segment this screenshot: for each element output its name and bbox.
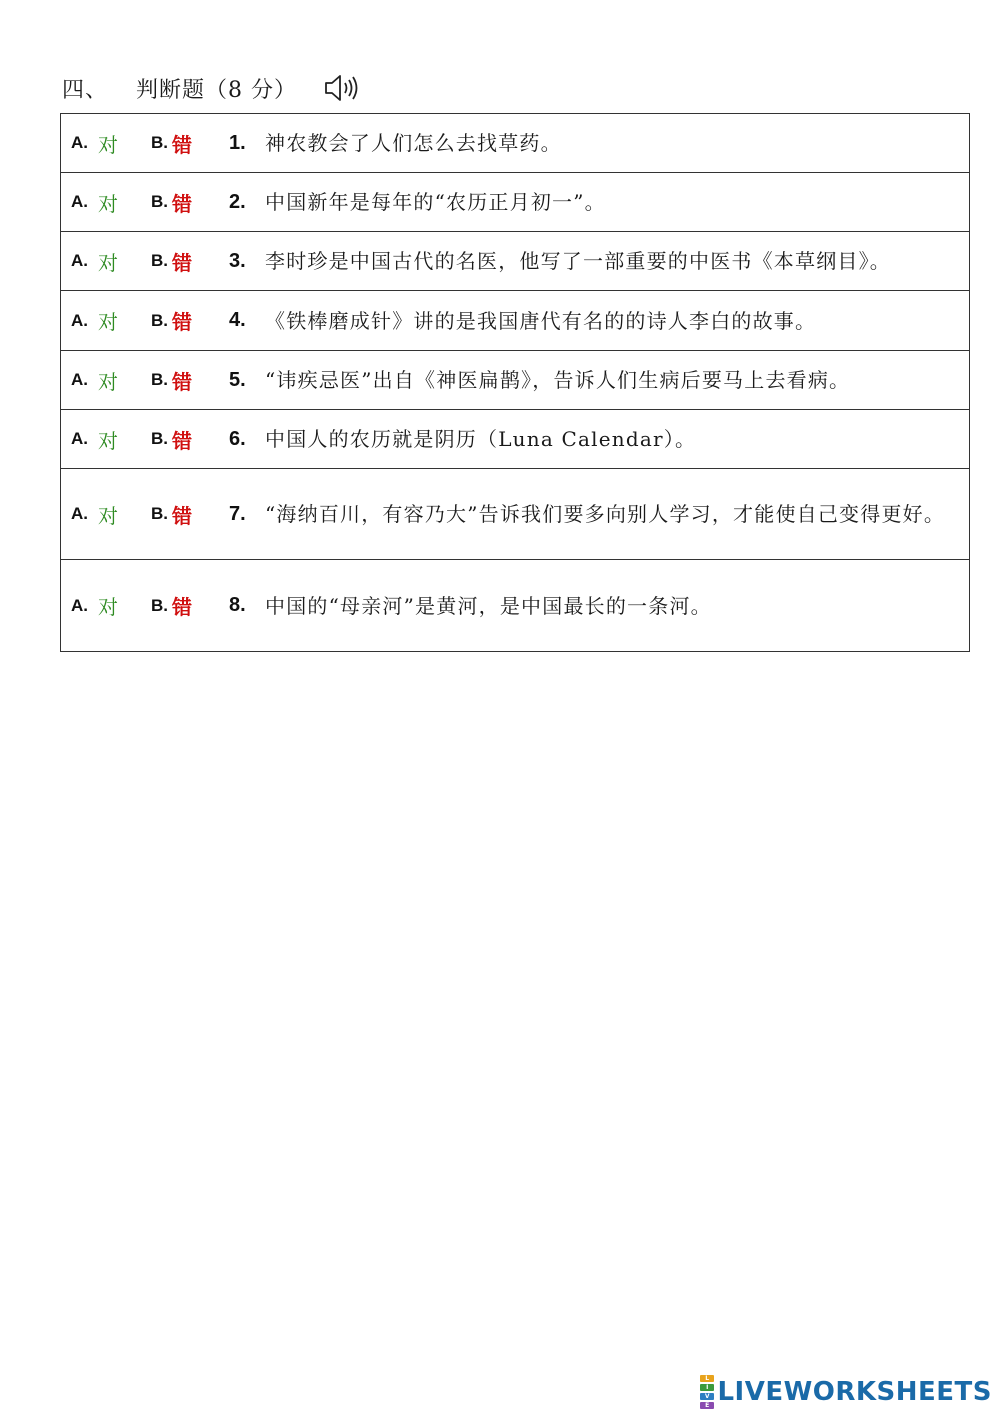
question-text: “海纳百川，有容乃大”告诉我们要多向别人学习，才能使自己变得更好。	[265, 502, 946, 526]
question-text: 中国新年是每年的“农历正月初一”。	[265, 190, 606, 214]
question-row	[61, 114, 970, 173]
option-true-word: 对	[98, 191, 118, 216]
option-true-word: 对	[98, 132, 118, 157]
section-title: 判断题（8 分）	[136, 77, 298, 103]
question-number: 7.	[229, 502, 246, 525]
option-false-word: 错	[172, 369, 192, 394]
option-false-word: 错	[172, 250, 192, 275]
option-a-letter: A.	[71, 310, 88, 330]
option-false[interactable]	[151, 188, 229, 217]
question-number: 5.	[229, 368, 246, 391]
option-true[interactable]	[71, 306, 151, 335]
option-true[interactable]	[71, 425, 151, 454]
section-number: 四、	[62, 77, 109, 103]
question-text: 中国人的农历就是阴历（Luna Calendar）。	[265, 427, 697, 451]
question-text: 神农教会了人们怎么去找草药。	[265, 131, 562, 155]
option-b-letter: B.	[151, 504, 168, 523]
option-false-word: 错	[172, 428, 192, 453]
question-cell	[61, 351, 970, 410]
option-b-letter: B.	[151, 133, 168, 152]
option-false-word: 错	[172, 191, 192, 216]
option-true[interactable]	[71, 500, 151, 529]
question-cell	[61, 291, 970, 351]
option-a-letter: A.	[71, 429, 88, 448]
option-false[interactable]	[151, 591, 229, 620]
option-a-letter: A.	[71, 595, 88, 615]
option-false[interactable]	[151, 306, 229, 335]
option-true-word: 对	[98, 503, 118, 528]
question-cell	[61, 232, 970, 291]
question-text: “讳疾忌医”出自《神医扁鹊》，告诉人们生病后要马上去看病。	[265, 368, 851, 392]
speaker-icon[interactable]	[323, 73, 359, 103]
question-row	[61, 469, 970, 560]
question-text: 李时珍是中国古代的名医，他写了一部重要的中医书《本草纲目》。	[265, 249, 891, 273]
option-b-letter: B.	[151, 429, 168, 448]
question-row	[61, 410, 970, 469]
option-b-letter: B.	[151, 370, 168, 389]
option-false-word: 错	[172, 595, 192, 619]
question-text: 中国的“母亲河”是黄河，是中国最长的一条河。	[265, 593, 712, 618]
question-cell	[61, 560, 970, 652]
option-true[interactable]	[71, 188, 151, 217]
option-false[interactable]	[151, 366, 229, 395]
question-cell	[61, 114, 970, 173]
option-a-letter: A.	[71, 504, 88, 523]
question-row	[61, 173, 970, 232]
question-row	[61, 291, 970, 351]
question-cell	[61, 173, 970, 232]
true-false-table	[60, 113, 970, 652]
option-a-letter: A.	[71, 251, 88, 270]
option-true-word: 对	[98, 310, 118, 334]
option-false[interactable]	[151, 247, 229, 276]
option-true-word: 对	[98, 428, 118, 453]
question-row	[61, 351, 970, 410]
option-a-letter: A.	[71, 370, 88, 389]
option-b-letter: B.	[151, 310, 168, 330]
option-b-letter: B.	[151, 595, 168, 615]
option-false[interactable]	[151, 500, 229, 529]
option-true[interactable]	[71, 247, 151, 276]
logo-badge-icon: L I V E	[700, 1374, 714, 1410]
option-false[interactable]	[151, 129, 229, 158]
question-number: 6.	[229, 427, 246, 450]
option-true[interactable]	[71, 591, 151, 620]
logo-text: LIVEWORKSHEETS	[717, 1377, 992, 1407]
question-cell	[61, 410, 970, 469]
option-true[interactable]	[71, 366, 151, 395]
option-true-word: 对	[98, 369, 118, 394]
option-b-letter: B.	[151, 251, 168, 270]
option-b-letter: B.	[151, 192, 168, 211]
question-row	[61, 232, 970, 291]
question-cell	[61, 469, 970, 560]
option-a-letter: A.	[71, 192, 88, 211]
option-false-word: 错	[172, 132, 192, 157]
option-false-word: 错	[172, 503, 192, 528]
option-true[interactable]	[71, 129, 151, 158]
liveworksheets-logo	[700, 1374, 992, 1410]
question-text: 《铁棒磨成针》讲的是我国唐代有名的的诗人李白的故事。	[265, 308, 817, 333]
question-number: 3.	[229, 249, 246, 272]
question-number: 4.	[229, 309, 246, 331]
option-false[interactable]	[151, 425, 229, 454]
option-true-word: 对	[98, 250, 118, 275]
option-false-word: 错	[172, 310, 192, 334]
section-heading	[62, 70, 359, 106]
option-a-letter: A.	[71, 133, 88, 152]
option-true-word: 对	[98, 595, 118, 619]
question-row	[61, 560, 970, 652]
question-number: 2.	[229, 190, 246, 213]
question-number: 1.	[229, 131, 246, 154]
question-number: 8.	[229, 594, 246, 616]
